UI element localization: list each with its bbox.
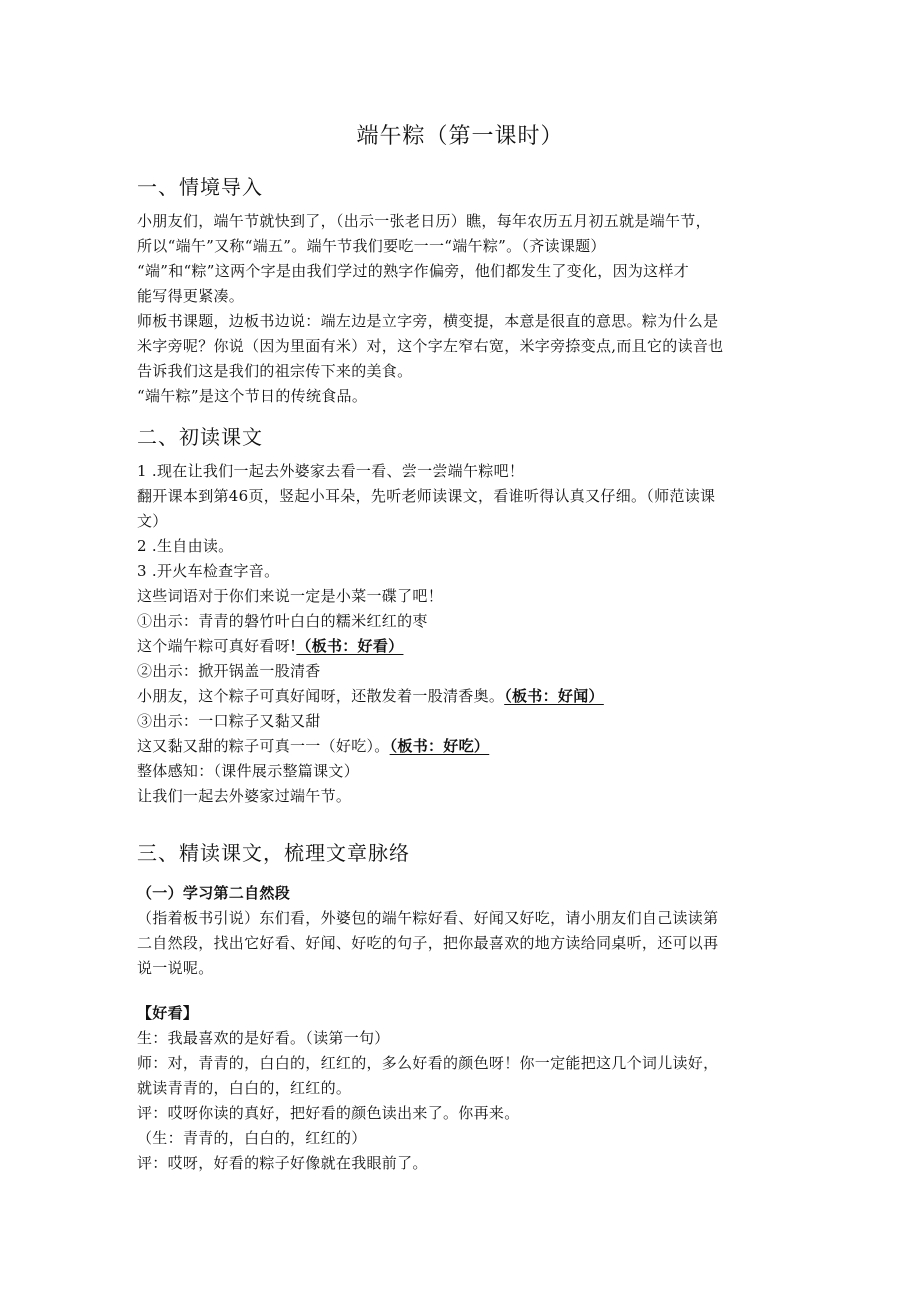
paragraph-line: 3 .开火车检查字音。 [137,562,280,580]
paragraph-line: “端午粽”是这个节日的传统食品。 [137,387,368,405]
paragraph-line: 2 .生自由读。 [137,537,234,555]
paragraph-line: 1 .现在让我们一起去外婆家去看一看、尝一尝端午粽吧！ [137,462,525,480]
dialogue-line: 就读青青的，白白的，红红的。 [137,1079,352,1097]
paragraph-line: 师板书课题，边板书边说：端左边是立字旁，横变提，本意是很直的意思。粽为什么是 [137,312,719,330]
paragraph-line: （指着板书引说）东们看，外婆包的端午粽好看、好闻又好吃，请小朋友们自己读读第 [137,909,719,927]
dialogue-line: 评：哎呀你读的真好，把好看的颜色读出来了。你再来。 [137,1104,520,1122]
paragraph-line: 小朋友们，端午节就快到了，（出示一张老日历）瞧，每年农历五月初五就是端午节， [137,212,711,230]
section-heading-2: 二、初读课文 [137,425,263,449]
line-text: 这又黏又甜的粽子可真一一（好吃）。 [137,737,390,755]
line-text: 小朋友，这个粽子可真好闻呀，还散发着一股清香奥。 [137,687,505,705]
paragraph-line [137,635,403,657]
line-text: 这个端午粽可真好看呀! [137,637,297,655]
tag-label: 【好看】 [137,1004,199,1022]
dialogue-line: （生：青青的，白白的，红红的） [137,1129,367,1147]
paragraph-line: ①出示：青青的磐竹叶白白的糯米红红的枣 [137,612,428,630]
paragraph-line [137,685,604,707]
paragraph-line: 让我们一起去外婆家过端午节。 [137,787,352,805]
board-note-good-looking: （板书：好看） [296,637,404,655]
dialogue-line: 师：对，青青的，白白的，红红的，多么好看的颜色呀！你一定能把这几个词儿读好， [137,1054,719,1072]
paragraph-line [137,735,489,757]
subsection-heading: （一）学习第二自然段 [137,884,291,902]
paragraph-line: 能写得更紧凑。 [137,287,245,305]
section-heading-3: 三、精读课文，梳理文章脉络 [137,841,410,865]
section-heading-1: 一、情境导入 [137,175,263,199]
board-note-tasty: （板书：好吃） [389,737,490,755]
paragraph-line: 米字旁呢？你说（因为里面有米）对，这个字左窄右宽，米字旁捺变点,而且它的读音也 [137,337,724,355]
paragraph-line: 翻开课本到第46页，竖起小耳朵，先听老师读课文，看谁听得认真又仔细。（师范读课 [137,487,716,505]
document-title: 端午粽（第一课时） [356,124,564,149]
paragraph-line: 告诉我们这是我们的祖宗传下来的美食。 [137,362,413,380]
paragraph-line: ③出示：一口粽子又黏又甜 [137,712,321,730]
paragraph-line: “端”和“粽”这两个字是由我们学过的熟字作偏旁，他们都发生了变化，因为这样才 [137,262,690,280]
paragraph-line: 所以“端午”又称“端五”。端午节我们要吃一一“端午粽”。（齐读课题） [137,237,606,255]
paragraph-line: 文） [137,512,168,530]
paragraph-line: ②出示：掀开锅盖一股清香 [137,662,321,680]
dialogue-line: 评：哎呀，好看的粽子好像就在我眼前了。 [137,1154,428,1172]
dialogue-line: 生：我最喜欢的是好看。（读第一句） [137,1029,390,1047]
paragraph-line: 整体感知：（课件展示整篇课文） [137,762,360,780]
paragraph-line: 二自然段，找出它好看、好闻、好吃的句子，把你最喜欢的地方读给同桌听，还可以再 [137,934,719,952]
paragraph-line: 这些词语对于你们来说一定是小菜一碟了吧！ [137,587,444,605]
board-note-good-smelling: （板书：好闻） [504,687,604,705]
paragraph-line: 说一说呢。 [137,959,214,977]
